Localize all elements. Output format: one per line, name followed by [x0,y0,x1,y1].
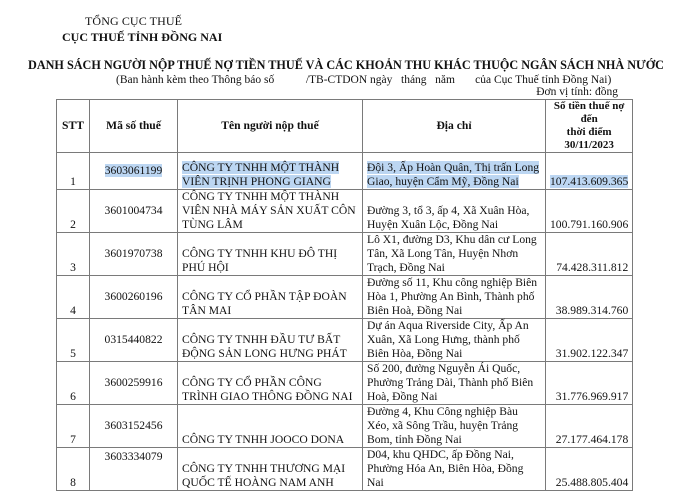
agency-name: TỔNG CỤC THUẾ [85,14,183,28]
cell-amount: 38.989.314.760 [546,276,633,319]
document-title: DANH SÁCH NGƯỜI NỘP THUẾ NỢ TIỀN THUẾ VÀ CÁC KHOẢN THU KHÁC THUỘC NGÂN SÁCH NHÀ NƯỚC [28,58,664,72]
header-name: Tên người nộp thuế [178,100,363,153]
cell-address: Số 200, đường Nguyễn Ái Quốc, Phường Trảng Dài, Thành phố Biên Hoà, Đồng Nai [363,362,546,405]
table-row [57,233,633,276]
cell-address: D04, khu QHDC, ấp Đồng Nai, Phường Hóa An, Biên Hòa, Đồng Nai [363,448,546,491]
selected-tax-code[interactable]: 3603061199 [104,164,163,177]
cell-tax-code: 3603152456 [90,405,178,448]
cell-name: CÔNG TY TNHH MỘT THÀNH VIÊN NHÀ MÁY SẢN XUẤT CÔN TÙNG LÂM [178,190,363,233]
cell-address: Dự án Aqua Riverside City, Ấp An Xuân, Xã Long Hưng, thành phố Biên Hòa, Đồng Nai [363,319,546,362]
cell-amount: 25.488.805.404 [546,448,633,491]
cell-address: Đường 4, Khu Công nghiệp Bàu Xéo, xã Sông Trầu, huyện Trảng Bom, tỉnh Đồng Nai [363,405,546,448]
cell-name: CÔNG TY TNHH JOOCO DONA [178,405,363,448]
cell-name[interactable] [178,153,363,190]
selected-address[interactable]: Đội 3, Ấp Hoàn Quân, Thị trấn Long Giao, huyện Cẩm Mỹ, Đồng Nai [367,161,540,188]
cell-stt: 6 [57,362,90,405]
cell-address: Đường số 11, Khu công nghiệp Biên Hòa 1, Phường An Bình, Thành phố Biên Hoà, Đồng Nai [363,276,546,319]
document-subtitle: (Ban hành kèm theo Thông báo số /TB-CTDON ngày tháng năm của Cục Thuế tỉnh Đồng Nai) [116,74,612,86]
cell-tax-code: 3601004734 [90,190,178,233]
cell-tax-code: 0315440822 [90,319,178,362]
cell-address: Lô X1, đường D3, Khu dân cư Long Tân, Xã Long Tân, Huyện Nhơn Trạch, Đồng Nai [363,233,546,276]
cell-name: CÔNG TY TNHH KHU ĐÔ THỊ PHÚ HỘI [178,233,363,276]
cell-stt: 8 [57,448,90,491]
header-amount-line2: thời điểm [566,126,612,138]
tax-debt-table [56,99,633,491]
cell-amount[interactable] [546,153,633,190]
table-row [57,405,633,448]
table-row [57,448,633,491]
cell-amount: 31.776.969.917 [546,362,633,405]
header-tax-code: Mã số thuế [90,100,178,153]
table-row [57,190,633,233]
cell-amount: 27.177.464.178 [546,405,633,448]
cell-stt: 7 [57,405,90,448]
cell-stt: 3 [57,233,90,276]
currency-unit: Đơn vị tính: đồng [536,86,618,98]
cell-tax-code[interactable] [90,153,178,190]
selected-name[interactable]: CÔNG TY TNHH MỘT THÀNH VIÊN TRỊNH PHONG GIANG [182,161,340,188]
cell-stt: 5 [57,319,90,362]
header-amount-line3: 30/11/2023 [564,139,614,151]
cell-address: Đường 3, tổ 3, ấp 4, Xã Xuân Hòa, Huyện Xuân Lộc, Đồng Nai [363,190,546,233]
cell-name: CÔNG TY CỔ PHẦN CÔNG TRÌNH GIAO THÔNG ĐỒNG NAI [178,362,363,405]
table-row [57,362,633,405]
table-row [57,319,633,362]
cell-tax-code: 3601970738 [90,233,178,276]
cell-tax-code: 3600259916 [90,362,178,405]
header-amount [546,100,633,153]
cell-stt: 1 [57,153,90,190]
header-address: Địa chỉ [363,100,546,153]
cell-tax-code: 3603334079 [90,448,178,491]
cell-name: CÔNG TY TNHH THƯƠNG MẠI QUỐC TẾ HOÀNG NAM ANH [178,448,363,491]
table-row [57,276,633,319]
cell-name: CÔNG TY CỔ PHẦN TẬP ĐOÀN TÂN MAI [178,276,363,319]
department-name: CỤC THUẾ TỈNH ĐỒNG NAI [62,30,223,44]
cell-tax-code: 3600260196 [90,276,178,319]
cell-stt: 2 [57,190,90,233]
cell-amount: 100.791.160.906 [546,190,633,233]
cell-address[interactable] [363,153,546,190]
header-stt: STT [57,100,90,153]
cell-amount: 31.902.122.347 [546,319,633,362]
selected-amount[interactable]: 107.413.609.365 [550,175,629,188]
cell-amount: 74.428.311.812 [546,233,633,276]
table-header-row [57,100,633,153]
header-amount-line1: Số tiền thuế nợ đến [553,100,625,125]
cell-stt: 4 [57,276,90,319]
cell-name: CÔNG TY TNHH ĐẦU TƯ BẤT ĐỘNG SẢN LONG HƯNG PHÁT [178,319,363,362]
table-row [57,153,633,190]
